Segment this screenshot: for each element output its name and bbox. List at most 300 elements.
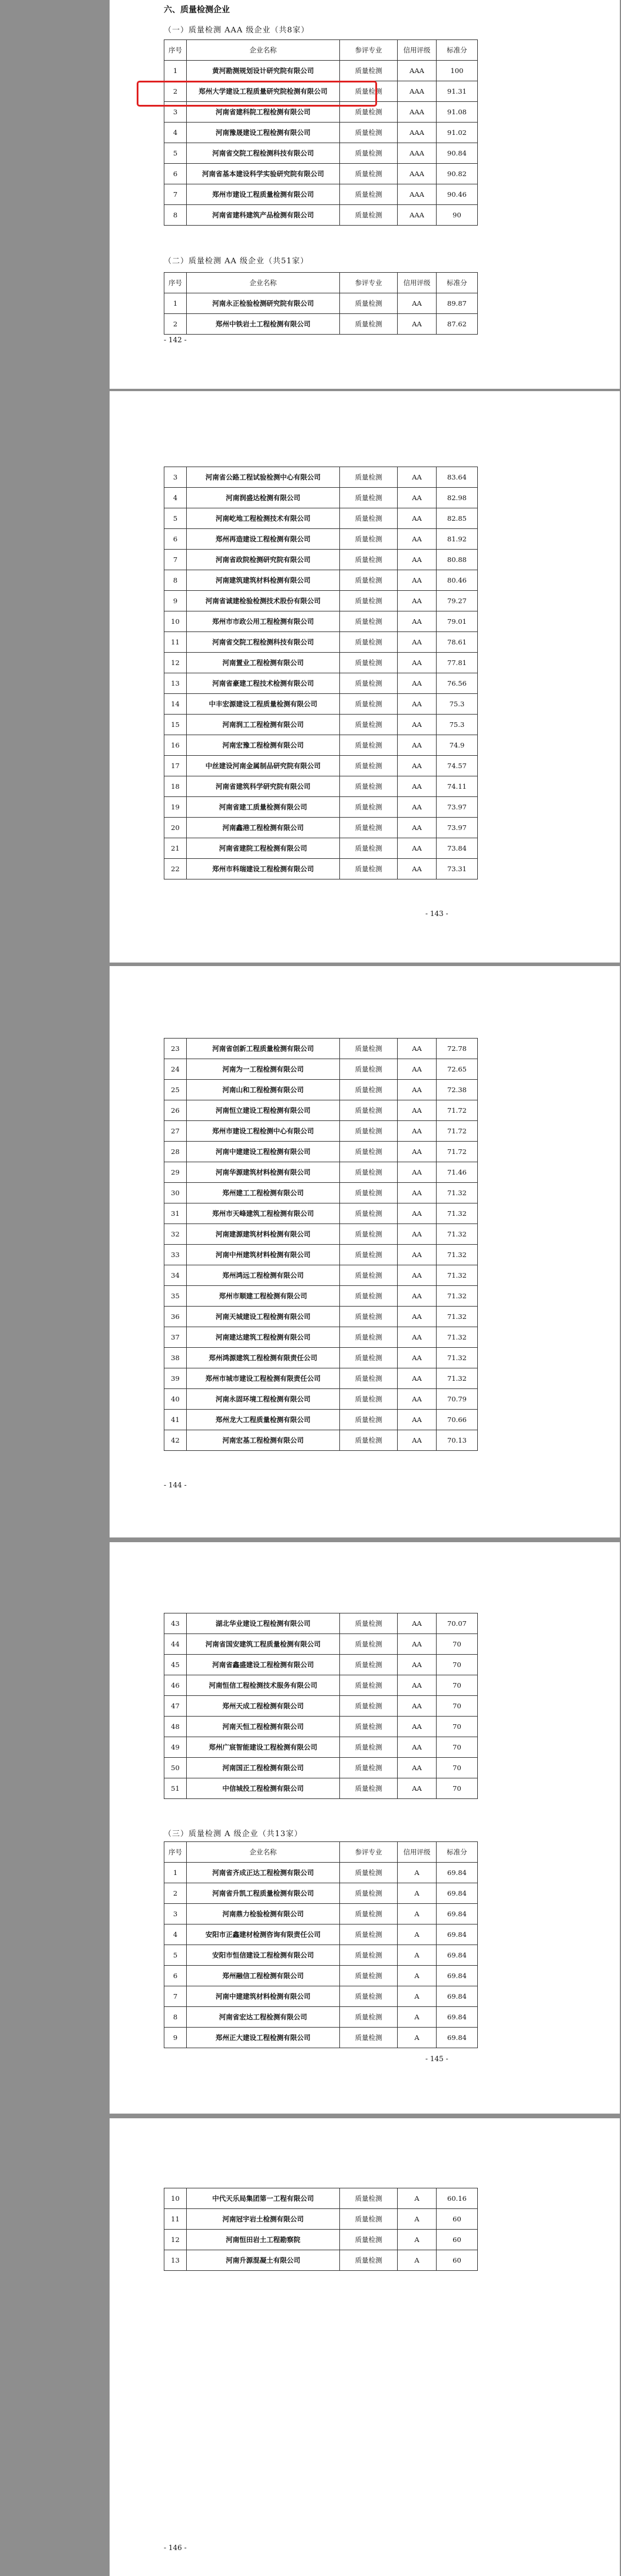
company-name: 河南省政院检测研究院有限公司	[187, 550, 340, 570]
page-number: - 145 -	[425, 2055, 448, 2063]
table-row	[164, 2250, 478, 2271]
specialty: 质量检测	[340, 591, 398, 611]
company-name: 河南省建科院工程检测有限公司	[187, 102, 340, 123]
row-index: 41	[164, 1410, 187, 1430]
specialty: 质量检测	[340, 1863, 398, 1883]
credit-rating: AA	[398, 1100, 437, 1121]
row-index: 10	[164, 611, 187, 632]
table-row	[164, 1863, 478, 1883]
standard-score: 69.84	[437, 2028, 478, 2048]
credit-rating: AAA	[398, 164, 437, 184]
credit-rating: AA	[398, 508, 437, 529]
table-row	[164, 1675, 478, 1696]
row-index: 9	[164, 2028, 187, 2048]
row-index: 5	[164, 508, 187, 529]
standard-score: 73.84	[437, 838, 478, 859]
specialty: 质量检测	[340, 1675, 398, 1696]
table-row	[164, 1945, 478, 1966]
table-row	[164, 1966, 478, 1986]
row-index: 22	[164, 859, 187, 879]
company-name: 河南为一工程检测有限公司	[187, 1059, 340, 1080]
table-row	[164, 205, 478, 226]
credit-rating: AA	[398, 1430, 437, 1451]
standard-score: 80.46	[437, 570, 478, 591]
standard-score: 74.57	[437, 756, 478, 776]
standard-score: 73.31	[437, 859, 478, 879]
company-name: 河南省升凯工程质量检测有限公司	[187, 1883, 340, 1904]
table-row	[164, 1162, 478, 1183]
credit-rating: AA	[398, 1245, 437, 1265]
table-row	[164, 694, 478, 715]
specialty: 质量检测	[340, 488, 398, 508]
specialty: 质量检测	[340, 1348, 398, 1368]
section-title: 六、质量检测企业	[164, 5, 230, 15]
specialty: 质量检测	[340, 508, 398, 529]
company-name: 郑州鸿源建筑工程检测有限责任公司	[187, 1348, 340, 1368]
table-row	[164, 1986, 478, 2007]
row-index: 42	[164, 1430, 187, 1451]
row-index: 49	[164, 1737, 187, 1758]
specialty: 质量检测	[340, 797, 398, 818]
credit-rating: AA	[398, 756, 437, 776]
credit-rating: AA	[398, 1080, 437, 1100]
company-name: 河南恒田岩土工程勘察院	[187, 2230, 340, 2250]
specialty: 质量检测	[340, 1080, 398, 1100]
row-index: 25	[164, 1080, 187, 1100]
standard-score: 69.84	[437, 2007, 478, 2028]
column-header: 信用评级	[398, 273, 437, 293]
credit-rating: AA	[398, 1059, 437, 1080]
document-page-143	[110, 391, 620, 963]
table-row	[164, 529, 478, 550]
standard-score: 69.84	[437, 1924, 478, 1945]
standard-score: 71.72	[437, 1100, 478, 1121]
row-index: 6	[164, 164, 187, 184]
standard-score: 69.84	[437, 1883, 478, 1904]
company-name: 河南山和工程检测有限公司	[187, 1080, 340, 1100]
credit-rating: AAA	[398, 143, 437, 164]
row-index: 12	[164, 2230, 187, 2250]
credit-rating: AA	[398, 1389, 437, 1410]
credit-rating: AA	[398, 673, 437, 694]
company-name: 河南建源建筑材料检测有限公司	[187, 1224, 340, 1245]
credit-rating: AA	[398, 1368, 437, 1389]
standard-score: 90.82	[437, 164, 478, 184]
row-index: 11	[164, 2209, 187, 2230]
row-index: 33	[164, 1245, 187, 1265]
column-header: 序号	[164, 40, 187, 61]
row-index: 4	[164, 123, 187, 143]
specialty: 质量检测	[340, 735, 398, 756]
specialty: 质量检测	[340, 715, 398, 735]
specialty: 质量检测	[340, 123, 398, 143]
specialty: 质量检测	[340, 1368, 398, 1389]
document-page-144	[110, 966, 620, 1537]
column-header: 企业名称	[187, 273, 340, 293]
credit-rating: AAA	[398, 61, 437, 81]
credit-rating: AA	[398, 529, 437, 550]
company-name: 河南屹地工程检测技术有限公司	[187, 508, 340, 529]
credit-rating: AA	[398, 1265, 437, 1286]
table-row	[164, 1142, 478, 1162]
table-row	[164, 797, 478, 818]
table-row	[164, 1737, 478, 1758]
specialty: 质量检测	[340, 1039, 398, 1059]
column-header: 标准分	[437, 273, 478, 293]
standard-score: 79.27	[437, 591, 478, 611]
aaa-subtitle: （一）质量检测 AAA 级企业（共8家）	[164, 26, 309, 35]
table-row	[164, 611, 478, 632]
specialty: 质量检测	[340, 1286, 398, 1307]
credit-rating: AA	[398, 1778, 437, 1799]
credit-rating: AA	[398, 1634, 437, 1655]
table-row	[164, 653, 478, 673]
aa-table-part4	[164, 1613, 478, 1799]
table-row	[164, 1327, 478, 1348]
table-row	[164, 673, 478, 694]
company-name: 河南宏基工程检测有限公司	[187, 1430, 340, 1451]
standard-score: 70	[437, 1717, 478, 1737]
company-name: 河南省建科建筑产品检测有限公司	[187, 205, 340, 226]
company-name: 河南国正工程检测有限公司	[187, 1758, 340, 1778]
row-index: 19	[164, 797, 187, 818]
standard-score: 72.65	[437, 1059, 478, 1080]
table-row	[164, 1203, 478, 1224]
specialty: 质量检测	[340, 467, 398, 488]
company-name: 湖北华业建设工程检测有限公司	[187, 1613, 340, 1634]
specialty: 质量检测	[340, 694, 398, 715]
standard-score: 71.32	[437, 1203, 478, 1224]
column-header: 企业名称	[187, 1842, 340, 1863]
specialty: 质量检测	[340, 859, 398, 879]
specialty: 质量检测	[340, 164, 398, 184]
credit-rating: AA	[398, 1655, 437, 1675]
credit-rating: A	[398, 2007, 437, 2028]
aa-subtitle: （二）质量检测 AA 级企业（共51家）	[164, 257, 309, 266]
specialty: 质量检测	[340, 1224, 398, 1245]
standard-score: 76.56	[437, 673, 478, 694]
credit-rating: AA	[398, 467, 437, 488]
specialty: 质量检测	[340, 653, 398, 673]
standard-score: 72.78	[437, 1039, 478, 1059]
standard-score: 71.72	[437, 1121, 478, 1142]
company-name: 河南省基本建设科学实验研究院有限公司	[187, 164, 340, 184]
row-index: 14	[164, 694, 187, 715]
company-name: 中丝建设河南金属制品研究院有限公司	[187, 756, 340, 776]
row-index: 13	[164, 673, 187, 694]
document-page-145	[110, 1542, 620, 2114]
credit-rating: AA	[398, 735, 437, 756]
row-index: 36	[164, 1307, 187, 1327]
table-row	[164, 1286, 478, 1307]
standard-score: 91.08	[437, 102, 478, 123]
credit-rating: AA	[398, 694, 437, 715]
credit-rating: AA	[398, 488, 437, 508]
credit-rating: A	[398, 2209, 437, 2230]
company-name: 河南建达建筑工程检测有限公司	[187, 1327, 340, 1348]
standard-score: 70	[437, 1737, 478, 1758]
credit-rating: A	[398, 1986, 437, 2007]
company-name: 河南天城建设工程检测有限公司	[187, 1307, 340, 1327]
column-header: 序号	[164, 273, 187, 293]
row-index: 2	[164, 1883, 187, 1904]
credit-rating: AA	[398, 797, 437, 818]
standard-score: 60	[437, 2250, 478, 2271]
row-index: 5	[164, 143, 187, 164]
aa-table-part3	[164, 1038, 478, 1451]
a-table-part1	[164, 1841, 478, 2048]
credit-rating: AA	[398, 1203, 437, 1224]
company-name: 郑州广宸智能建设工程检测有限公司	[187, 1737, 340, 1758]
company-name: 河南冠宇岩土检测有限公司	[187, 2209, 340, 2230]
company-name: 河南建筑建筑材料检测有限公司	[187, 570, 340, 591]
specialty: 质量检测	[340, 570, 398, 591]
table-row	[164, 1758, 478, 1778]
standard-score: 91.02	[437, 123, 478, 143]
credit-rating: AA	[398, 1348, 437, 1368]
company-name: 中信城投工程检测有限公司	[187, 1778, 340, 1799]
specialty: 质量检测	[340, 81, 398, 102]
specialty: 质量检测	[340, 1410, 398, 1430]
standard-score: 87.62	[437, 314, 478, 335]
company-name: 河南鼎力检验检测有限公司	[187, 1904, 340, 1924]
table-row	[164, 2188, 478, 2209]
row-index: 43	[164, 1613, 187, 1634]
row-index: 34	[164, 1265, 187, 1286]
standard-score: 90	[437, 205, 478, 226]
table-row	[164, 293, 478, 314]
row-index: 15	[164, 715, 187, 735]
company-name: 中代天乐局集团第一工程有限公司	[187, 2188, 340, 2209]
credit-rating: AA	[398, 1327, 437, 1348]
company-name: 河南润盛达检测有限公司	[187, 488, 340, 508]
specialty: 质量检测	[340, 1758, 398, 1778]
specialty: 质量检测	[340, 2188, 398, 2209]
specialty: 质量检测	[340, 1183, 398, 1203]
standard-score: 60	[437, 2209, 478, 2230]
company-name: 河南豫晟建设工程检测有限公司	[187, 123, 340, 143]
column-header: 标准分	[437, 40, 478, 61]
row-index: 7	[164, 184, 187, 205]
company-name: 郑州市城市建设工程检测有限责任公司	[187, 1368, 340, 1389]
company-name: 郑州再造建设工程检测有限公司	[187, 529, 340, 550]
specialty: 质量检测	[340, 529, 398, 550]
row-index: 37	[164, 1327, 187, 1348]
table-row	[164, 1717, 478, 1737]
specialty: 质量检测	[340, 1655, 398, 1675]
credit-rating: AA	[398, 550, 437, 570]
row-index: 38	[164, 1348, 187, 1368]
credit-rating: AA	[398, 1142, 437, 1162]
company-name: 河南永固环境工程检测有限公司	[187, 1389, 340, 1410]
standard-score: 69.84	[437, 1966, 478, 1986]
table-row	[164, 1265, 478, 1286]
specialty: 质量检测	[340, 756, 398, 776]
row-index: 18	[164, 776, 187, 797]
standard-score: 70.66	[437, 1410, 478, 1430]
credit-rating: AA	[398, 1675, 437, 1696]
credit-rating: AA	[398, 859, 437, 879]
specialty: 质量检测	[340, 1203, 398, 1224]
credit-rating: A	[398, 2250, 437, 2271]
credit-rating: AA	[398, 1717, 437, 1737]
table-row	[164, 859, 478, 879]
company-name: 河南省宏达工程检测有限公司	[187, 2007, 340, 2028]
table-row	[164, 1121, 478, 1142]
row-index: 9	[164, 591, 187, 611]
row-index: 5	[164, 1945, 187, 1966]
credit-rating: AA	[398, 1121, 437, 1142]
company-name: 郑州鸿远工程检测有限公司	[187, 1265, 340, 1286]
company-name: 郑州大学建设工程质量研究院检测有限公司	[187, 81, 340, 102]
column-header: 序号	[164, 1842, 187, 1863]
specialty: 质量检测	[340, 1904, 398, 1924]
row-index: 6	[164, 529, 187, 550]
row-index: 2	[164, 81, 187, 102]
specialty: 质量检测	[340, 2230, 398, 2250]
table-row	[164, 1613, 478, 1634]
specialty: 质量检测	[340, 2028, 398, 2048]
company-name: 河南置业工程检测有限公司	[187, 653, 340, 673]
standard-score: 69.84	[437, 1863, 478, 1883]
credit-rating: AA	[398, 611, 437, 632]
standard-score: 69.84	[437, 1904, 478, 1924]
document-page-142	[110, 0, 620, 389]
specialty: 质量检测	[340, 1430, 398, 1451]
company-name: 河南鑫港工程检测有限公司	[187, 818, 340, 838]
credit-rating: AA	[398, 715, 437, 735]
company-name: 河南省建工质量检测有限公司	[187, 797, 340, 818]
standard-score: 70.79	[437, 1389, 478, 1410]
company-name: 河南省创新工程质量检测有限公司	[187, 1039, 340, 1059]
specialty: 质量检测	[340, 1717, 398, 1737]
credit-rating: AA	[398, 1410, 437, 1430]
table-row	[164, 2209, 478, 2230]
table-row	[164, 715, 478, 735]
table-row	[164, 818, 478, 838]
specialty: 质量检测	[340, 314, 398, 335]
table-row	[164, 1883, 478, 1904]
table-row	[164, 1634, 478, 1655]
credit-rating: AA	[398, 1183, 437, 1203]
specialty: 质量检测	[340, 776, 398, 797]
standard-score: 79.01	[437, 611, 478, 632]
company-name: 郑州市科瑞建设工程检测有限公司	[187, 859, 340, 879]
credit-rating: AA	[398, 1307, 437, 1327]
highlight-box	[137, 81, 377, 107]
standard-score: 71.32	[437, 1368, 478, 1389]
row-index: 50	[164, 1758, 187, 1778]
specialty: 质量检测	[340, 838, 398, 859]
credit-rating: AA	[398, 838, 437, 859]
column-header: 参评专业	[340, 40, 398, 61]
company-name: 郑州天成工程检测有限公司	[187, 1696, 340, 1717]
standard-score: 78.61	[437, 632, 478, 653]
row-index: 11	[164, 632, 187, 653]
a-table-part2	[164, 2188, 478, 2271]
table-row	[164, 1100, 478, 1121]
row-index: 1	[164, 61, 187, 81]
company-name: 河南中建建筑材料检测有限公司	[187, 1986, 340, 2007]
table-row	[164, 123, 478, 143]
company-name: 河南恒信工程检测技术服务有限公司	[187, 1675, 340, 1696]
table-header-row	[164, 1842, 478, 1863]
row-index: 4	[164, 1924, 187, 1945]
row-index: 13	[164, 2250, 187, 2271]
standard-score: 90.46	[437, 184, 478, 205]
credit-rating: AA	[398, 293, 437, 314]
specialty: 质量检测	[340, 143, 398, 164]
row-index: 44	[164, 1634, 187, 1655]
credit-rating: A	[398, 1945, 437, 1966]
specialty: 质量检测	[340, 1162, 398, 1183]
table-row	[164, 1059, 478, 1080]
standard-score: 69.84	[437, 1986, 478, 2007]
specialty: 质量检测	[340, 2007, 398, 2028]
page-number: - 144 -	[164, 1481, 187, 1489]
standard-score: 60	[437, 2230, 478, 2250]
credit-rating: A	[398, 1924, 437, 1945]
credit-rating: AA	[398, 818, 437, 838]
company-name: 河南永正检验检测研究院有限公司	[187, 293, 340, 314]
table-row	[164, 570, 478, 591]
table-row	[164, 756, 478, 776]
table-header-row	[164, 273, 478, 293]
company-name: 河南中建建设工程检测有限公司	[187, 1142, 340, 1162]
row-index: 35	[164, 1286, 187, 1307]
standard-score: 71.32	[437, 1348, 478, 1368]
credit-rating: AA	[398, 1737, 437, 1758]
company-name: 郑州龙大工程质量检测有限公司	[187, 1410, 340, 1430]
company-name: 河南省鑫盛建设工程检测有限公司	[187, 1655, 340, 1675]
company-name: 河南省诚建检验检测技术股份有限公司	[187, 591, 340, 611]
table-row	[164, 184, 478, 205]
table-row	[164, 508, 478, 529]
table-row	[164, 1924, 478, 1945]
company-name: 河南天恒工程检测有限公司	[187, 1717, 340, 1737]
company-name: 郑州融信工程检测有限公司	[187, 1966, 340, 1986]
standard-score: 80.88	[437, 550, 478, 570]
credit-rating: AA	[398, 653, 437, 673]
credit-rating: AA	[398, 1286, 437, 1307]
column-header: 信用评级	[398, 40, 437, 61]
specialty: 质量检测	[340, 1986, 398, 2007]
specialty: 质量检测	[340, 1121, 398, 1142]
standard-score: 71.32	[437, 1265, 478, 1286]
credit-rating: AA	[398, 1039, 437, 1059]
row-index: 40	[164, 1389, 187, 1410]
row-index: 28	[164, 1142, 187, 1162]
row-index: 3	[164, 467, 187, 488]
specialty: 质量检测	[340, 293, 398, 314]
specialty: 质量检测	[340, 1265, 398, 1286]
standard-score: 71.32	[437, 1224, 478, 1245]
standard-score: 70	[437, 1675, 478, 1696]
standard-score: 70	[437, 1758, 478, 1778]
aaa-table	[164, 39, 478, 226]
credit-rating: A	[398, 1883, 437, 1904]
row-index: 17	[164, 756, 187, 776]
credit-rating: AAA	[398, 81, 437, 102]
table-row	[164, 2028, 478, 2048]
table-row	[164, 1696, 478, 1717]
company-name: 郑州市市政公用工程检测有限公司	[187, 611, 340, 632]
row-index: 10	[164, 2188, 187, 2209]
row-index: 31	[164, 1203, 187, 1224]
row-index: 16	[164, 735, 187, 756]
company-name: 安阳市恒信建设工程检测有限公司	[187, 1945, 340, 1966]
column-header: 标准分	[437, 1842, 478, 1863]
